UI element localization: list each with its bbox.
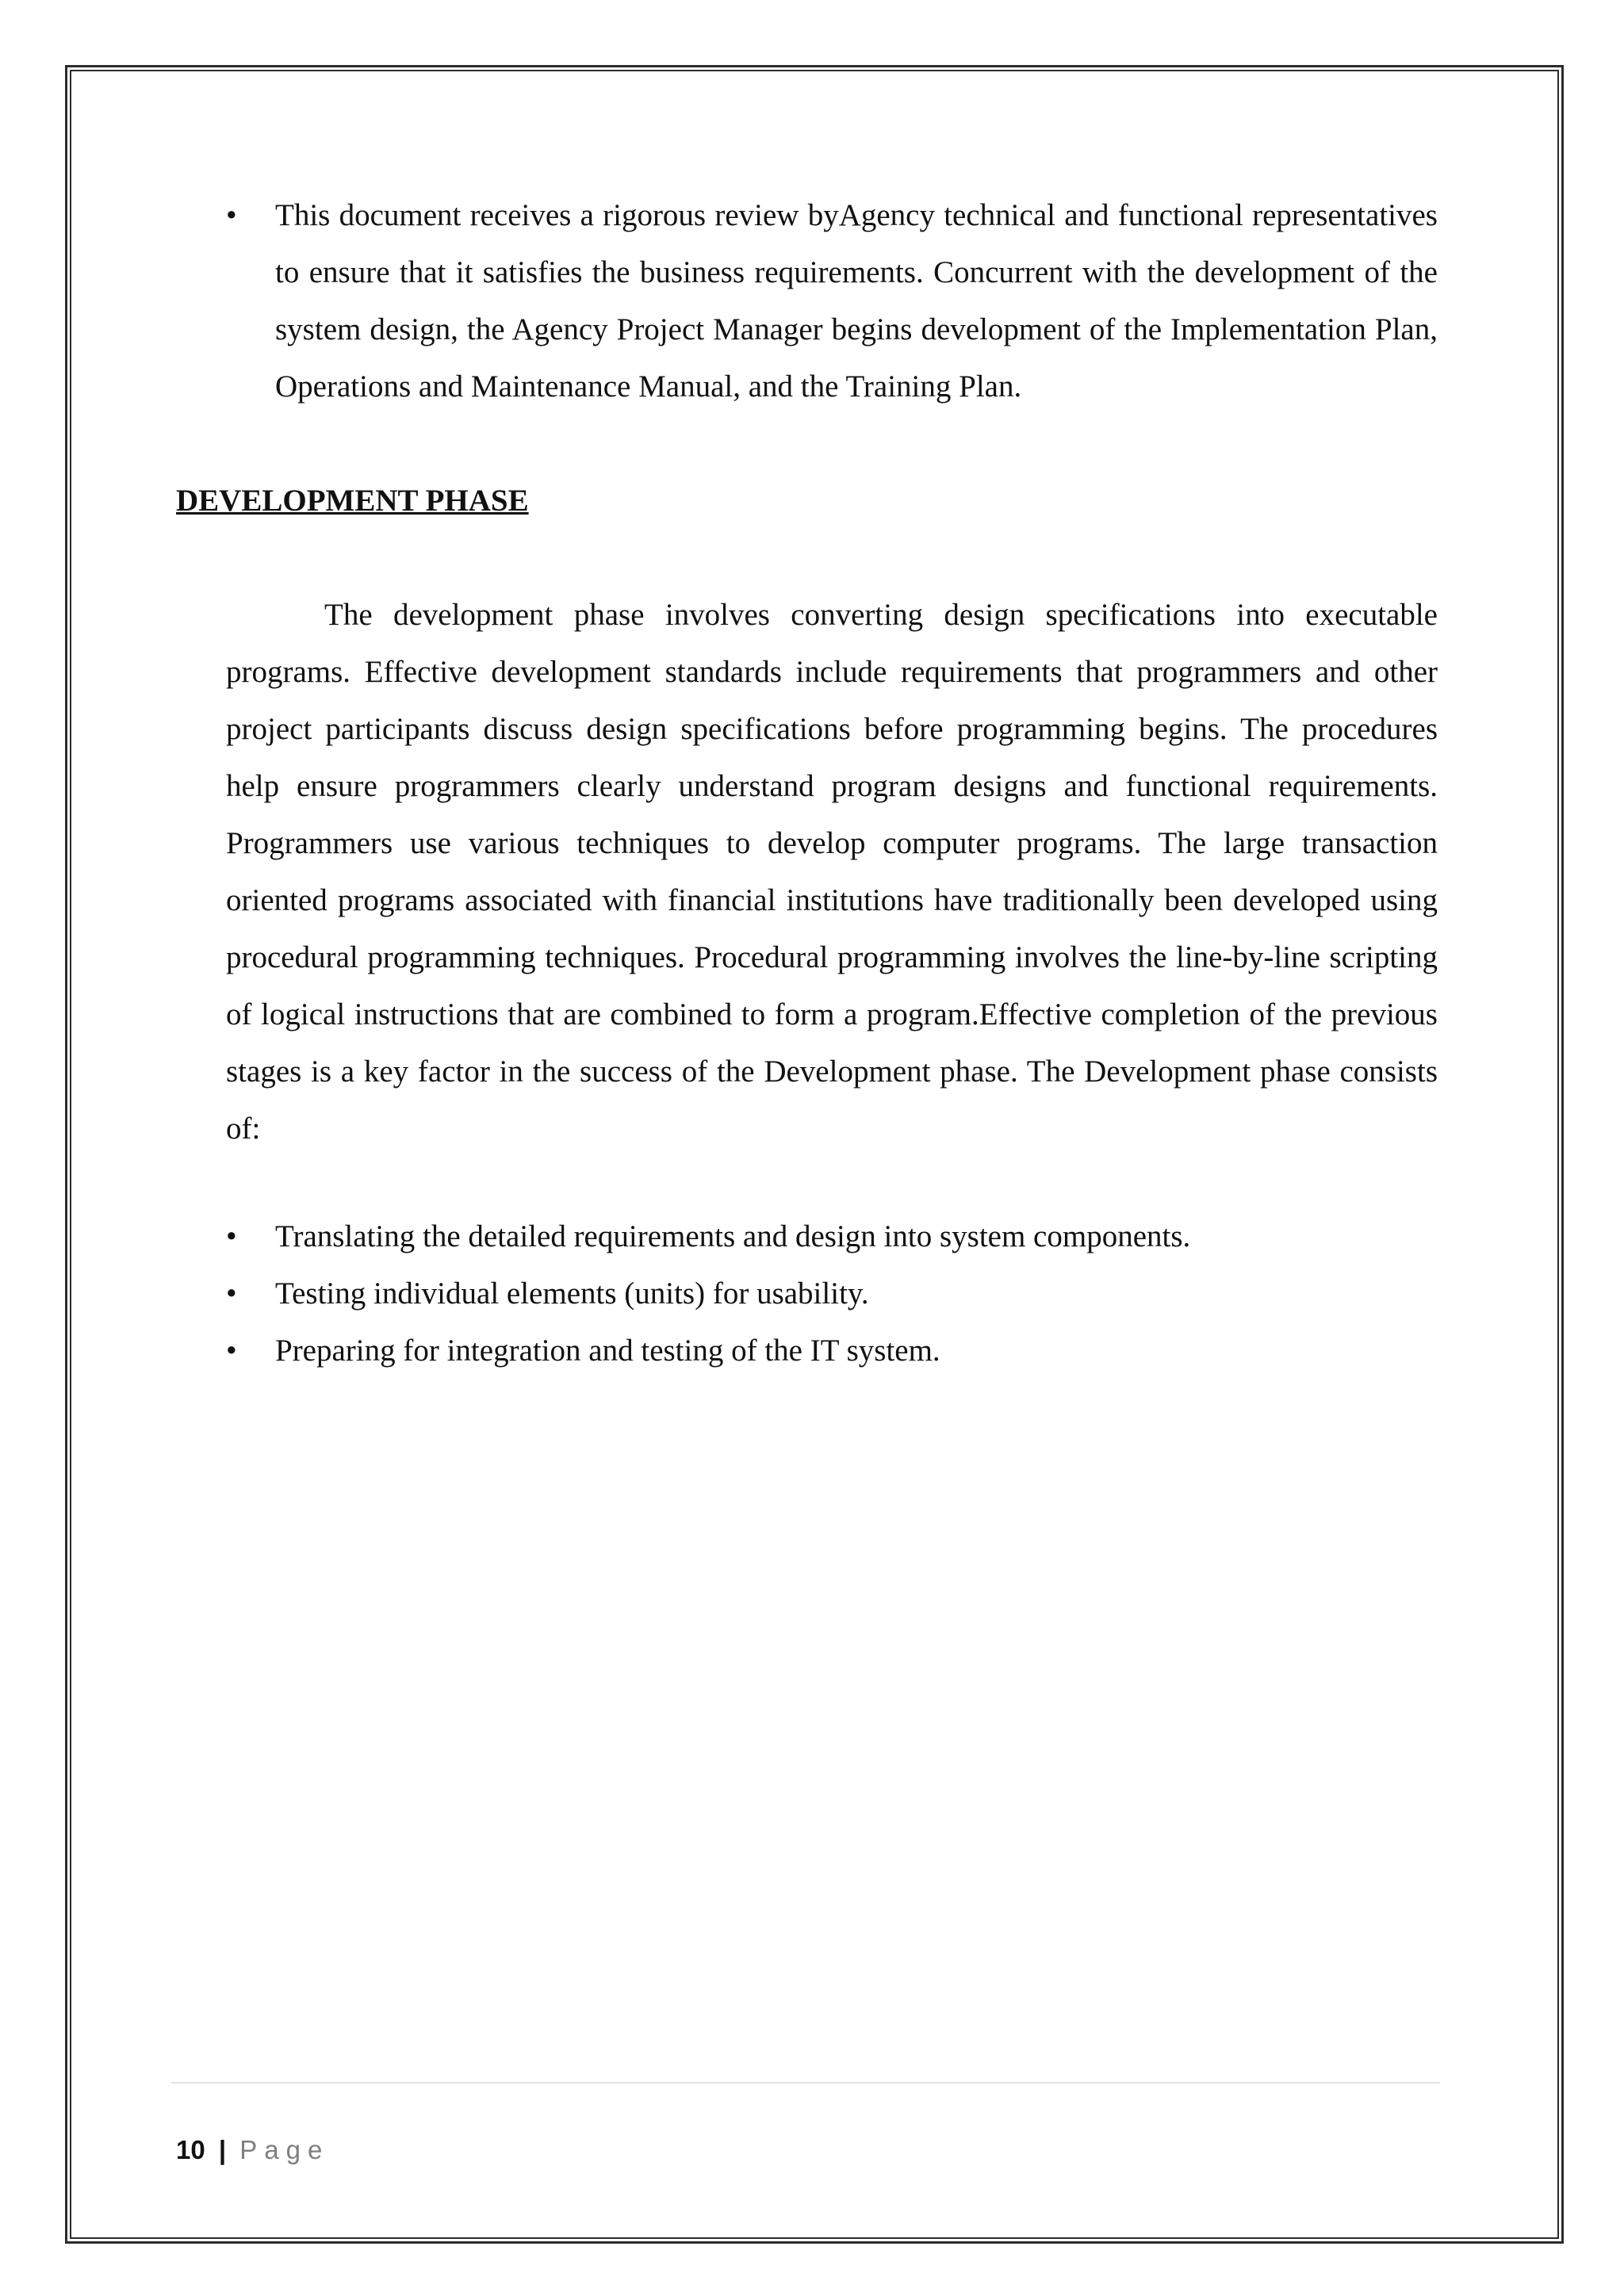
page-number: 10 — [176, 2135, 205, 2164]
bullet-icon: • — [226, 1334, 237, 1368]
list-item — [226, 1208, 1438, 1265]
page-footer — [176, 2134, 329, 2166]
intro-bullet-list — [226, 187, 1438, 415]
phase-bullet-block — [226, 1208, 1438, 1380]
bullet-icon: • — [226, 1276, 237, 1311]
phase-bullet-list — [226, 1208, 1438, 1380]
list-item — [226, 187, 1438, 415]
bullet-text: Testing individual elements (units) for usability. — [275, 1276, 869, 1311]
bullet-text: Translating the detailed requirements and design into system components. — [275, 1219, 1191, 1253]
list-item — [226, 1265, 1438, 1322]
bullet-icon: • — [226, 198, 237, 232]
section-heading: DEVELOPMENT PHASE — [176, 484, 529, 518]
intro-bullet-block — [226, 187, 1438, 415]
page-label: Page — [239, 2135, 330, 2164]
bullet-icon: • — [226, 1219, 237, 1253]
list-item — [226, 1322, 1438, 1380]
footer-separator: | — [218, 2135, 227, 2164]
bullet-text: Preparing for integration and testing of the IT system. — [275, 1334, 940, 1368]
bullet-text: This document receives a rigorous review byAgency technical and functional representatives to ensure that it satisfies the business requirements. Concurrent with the development of the system design, the Agency Project Manager begins development of the Implementation Plan, Operations and Maintenance Manual, and the Training Plan. — [275, 198, 1438, 404]
footer-divider — [171, 2082, 1440, 2084]
section-paragraph: The development phase involves converting design specifications into executable programs. Effective development standards include requirements that programmers and other project participants discuss design specifications before programming begins. The procedures help ensure programmers clearly understand program designs and functional requirements. Programmers use various techniques to develop computer programs. The large transaction oriented programs associated with financial institutions have traditionally been developed using procedural programming techniques. Procedural programming involves the line-by-line scripting of logical instructions that are combined to form a program.Effective completion of the previous stages is a key factor in the success of the Development phase. The Development phase consists of: — [226, 598, 1438, 1146]
